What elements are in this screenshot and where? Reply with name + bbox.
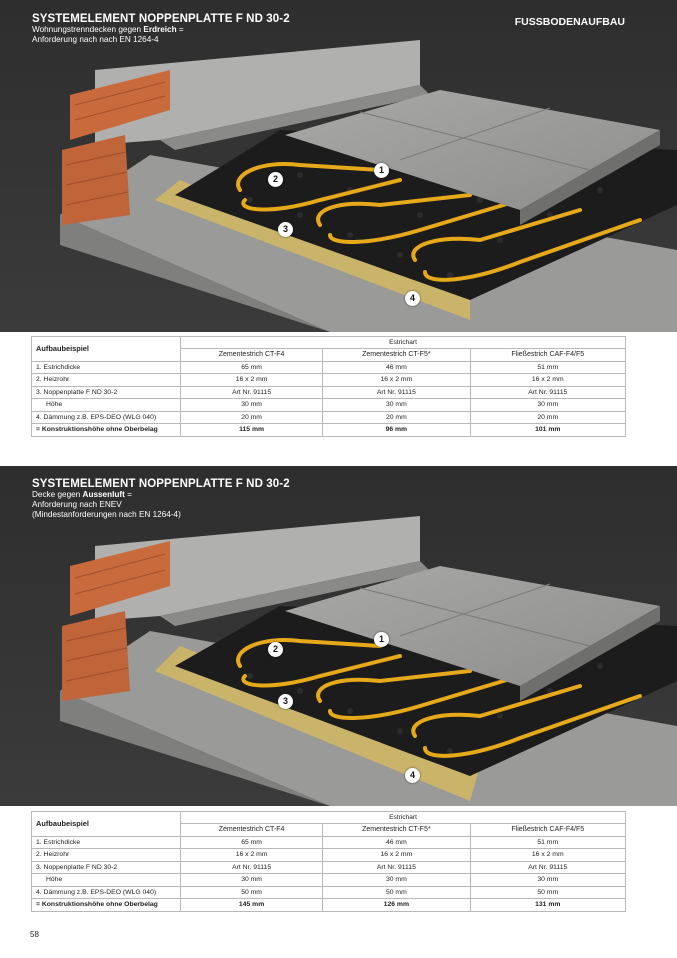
cell: 16 x 2 mm	[470, 374, 625, 387]
section-2-description-line2: Anforderung nach ENEV	[32, 500, 122, 509]
row-label: Höhe	[32, 399, 181, 412]
cell: 126 mm	[323, 899, 470, 912]
row-label: 2. Heizrohr	[32, 374, 181, 387]
cell: 16 x 2 mm	[181, 849, 323, 862]
table-total-row	[32, 899, 626, 912]
section-1-description: Wohnungstrenndecken gegen Erdreich =	[32, 25, 184, 34]
cell: 30 mm	[323, 874, 470, 887]
row-label: = Konstruktionshöhe ohne Oberbelag	[32, 899, 181, 912]
column-header: Zementestrich CT-F4	[181, 349, 323, 362]
marker-1: 1	[374, 632, 389, 647]
table-row	[32, 399, 626, 412]
row-label: 1. Estrichdicke	[32, 361, 181, 374]
cell: Art Nr. 91115	[323, 861, 470, 874]
section-1-title: SYSTEMELEMENT NOPPENPLATTE F ND 30-2	[32, 13, 290, 25]
cell: 115 mm	[181, 424, 323, 437]
section-2-title: SYSTEMELEMENT NOPPENPLATTE F ND 30-2	[32, 478, 290, 490]
cell: Art Nr. 91115	[470, 861, 625, 874]
marker-1: 1	[374, 163, 389, 178]
page-heading: FUSSBODENAUFBAU	[514, 16, 625, 28]
marker-3: 3	[278, 694, 293, 709]
column-header: Zementestrich CT-F4	[181, 824, 323, 837]
marker-4: 4	[405, 768, 420, 783]
cell: 20 mm	[181, 411, 323, 424]
cell: Art Nr. 91115	[181, 861, 323, 874]
cell: 96 mm	[323, 424, 470, 437]
table-label-header: Aufbaubeispiel	[32, 812, 181, 837]
cell: 50 mm	[470, 886, 625, 899]
table-row	[32, 886, 626, 899]
table-row	[32, 361, 626, 374]
cell: 46 mm	[323, 361, 470, 374]
cell: 20 mm	[470, 411, 625, 424]
cell: 30 mm	[323, 399, 470, 412]
cell: 101 mm	[470, 424, 625, 437]
cell: 30 mm	[470, 399, 625, 412]
cell: 16 x 2 mm	[470, 849, 625, 862]
cell: Art Nr. 91115	[323, 386, 470, 399]
table-group-header: Estrichart	[181, 812, 626, 824]
table-row	[32, 836, 626, 849]
spec-table-2	[31, 811, 626, 912]
row-label: = Konstruktionshöhe ohne Oberbelag	[32, 424, 181, 437]
cell: 50 mm	[181, 886, 323, 899]
row-label: Höhe	[32, 874, 181, 887]
cell: 16 x 2 mm	[323, 374, 470, 387]
table-row	[32, 874, 626, 887]
cell: 16 x 2 mm	[181, 374, 323, 387]
column-header: Zementestrich CT-F5*	[323, 349, 470, 362]
cell: 131 mm	[470, 899, 625, 912]
section-2-description: Decke gegen Aussenluft =	[32, 490, 132, 499]
cell: 65 mm	[181, 836, 323, 849]
table-row	[32, 849, 626, 862]
table-label-header: Aufbaubeispiel	[32, 337, 181, 362]
cell: 65 mm	[181, 361, 323, 374]
table-row	[32, 411, 626, 424]
cell: 30 mm	[470, 874, 625, 887]
cell: 46 mm	[323, 836, 470, 849]
table-total-row	[32, 424, 626, 437]
row-label: 4. Dämmung z.B. EPS-DEO (WLG 040)	[32, 411, 181, 424]
row-label: 2. Heizrohr	[32, 849, 181, 862]
cell: 51 mm	[470, 361, 625, 374]
spec-table-1	[31, 336, 626, 437]
section-2-title-block	[32, 478, 290, 520]
marker-4: 4	[405, 291, 420, 306]
table-row	[32, 386, 626, 399]
section-1-description-line2: Anforderung nach nach EN 1264-4	[32, 35, 159, 44]
cell: Art Nr. 91115	[181, 386, 323, 399]
cell: 20 mm	[323, 411, 470, 424]
cell: Art Nr. 91115	[470, 386, 625, 399]
section-2-description-line3: (Mindestanforderungen nach EN 1264-4)	[32, 510, 181, 519]
row-label: 3. Noppenplatte F ND 30-2	[32, 861, 181, 874]
table-row	[32, 374, 626, 387]
cell: 50 mm	[323, 886, 470, 899]
page-number: 58	[30, 930, 39, 939]
cell: 16 x 2 mm	[323, 849, 470, 862]
column-header: Fließestrich CAF-F4/F5	[470, 824, 625, 837]
marker-2: 2	[268, 172, 283, 187]
marker-3: 3	[278, 222, 293, 237]
column-header: Zementestrich CT-F5*	[323, 824, 470, 837]
column-header: Fließestrich CAF-F4/F5	[470, 349, 625, 362]
table-row	[32, 861, 626, 874]
row-label: 4. Dämmung z.B. EPS-DEO (WLG 040)	[32, 886, 181, 899]
cell: 51 mm	[470, 836, 625, 849]
table-group-header: Estrichart	[181, 337, 626, 349]
floor-illustration-1	[0, 0, 677, 332]
row-label: 1. Estrichdicke	[32, 836, 181, 849]
cell: 30 mm	[181, 874, 323, 887]
cell: 145 mm	[181, 899, 323, 912]
row-label: 3. Noppenplatte F ND 30-2	[32, 386, 181, 399]
cell: 30 mm	[181, 399, 323, 412]
marker-2: 2	[268, 642, 283, 657]
section-1-title-block	[32, 13, 290, 45]
